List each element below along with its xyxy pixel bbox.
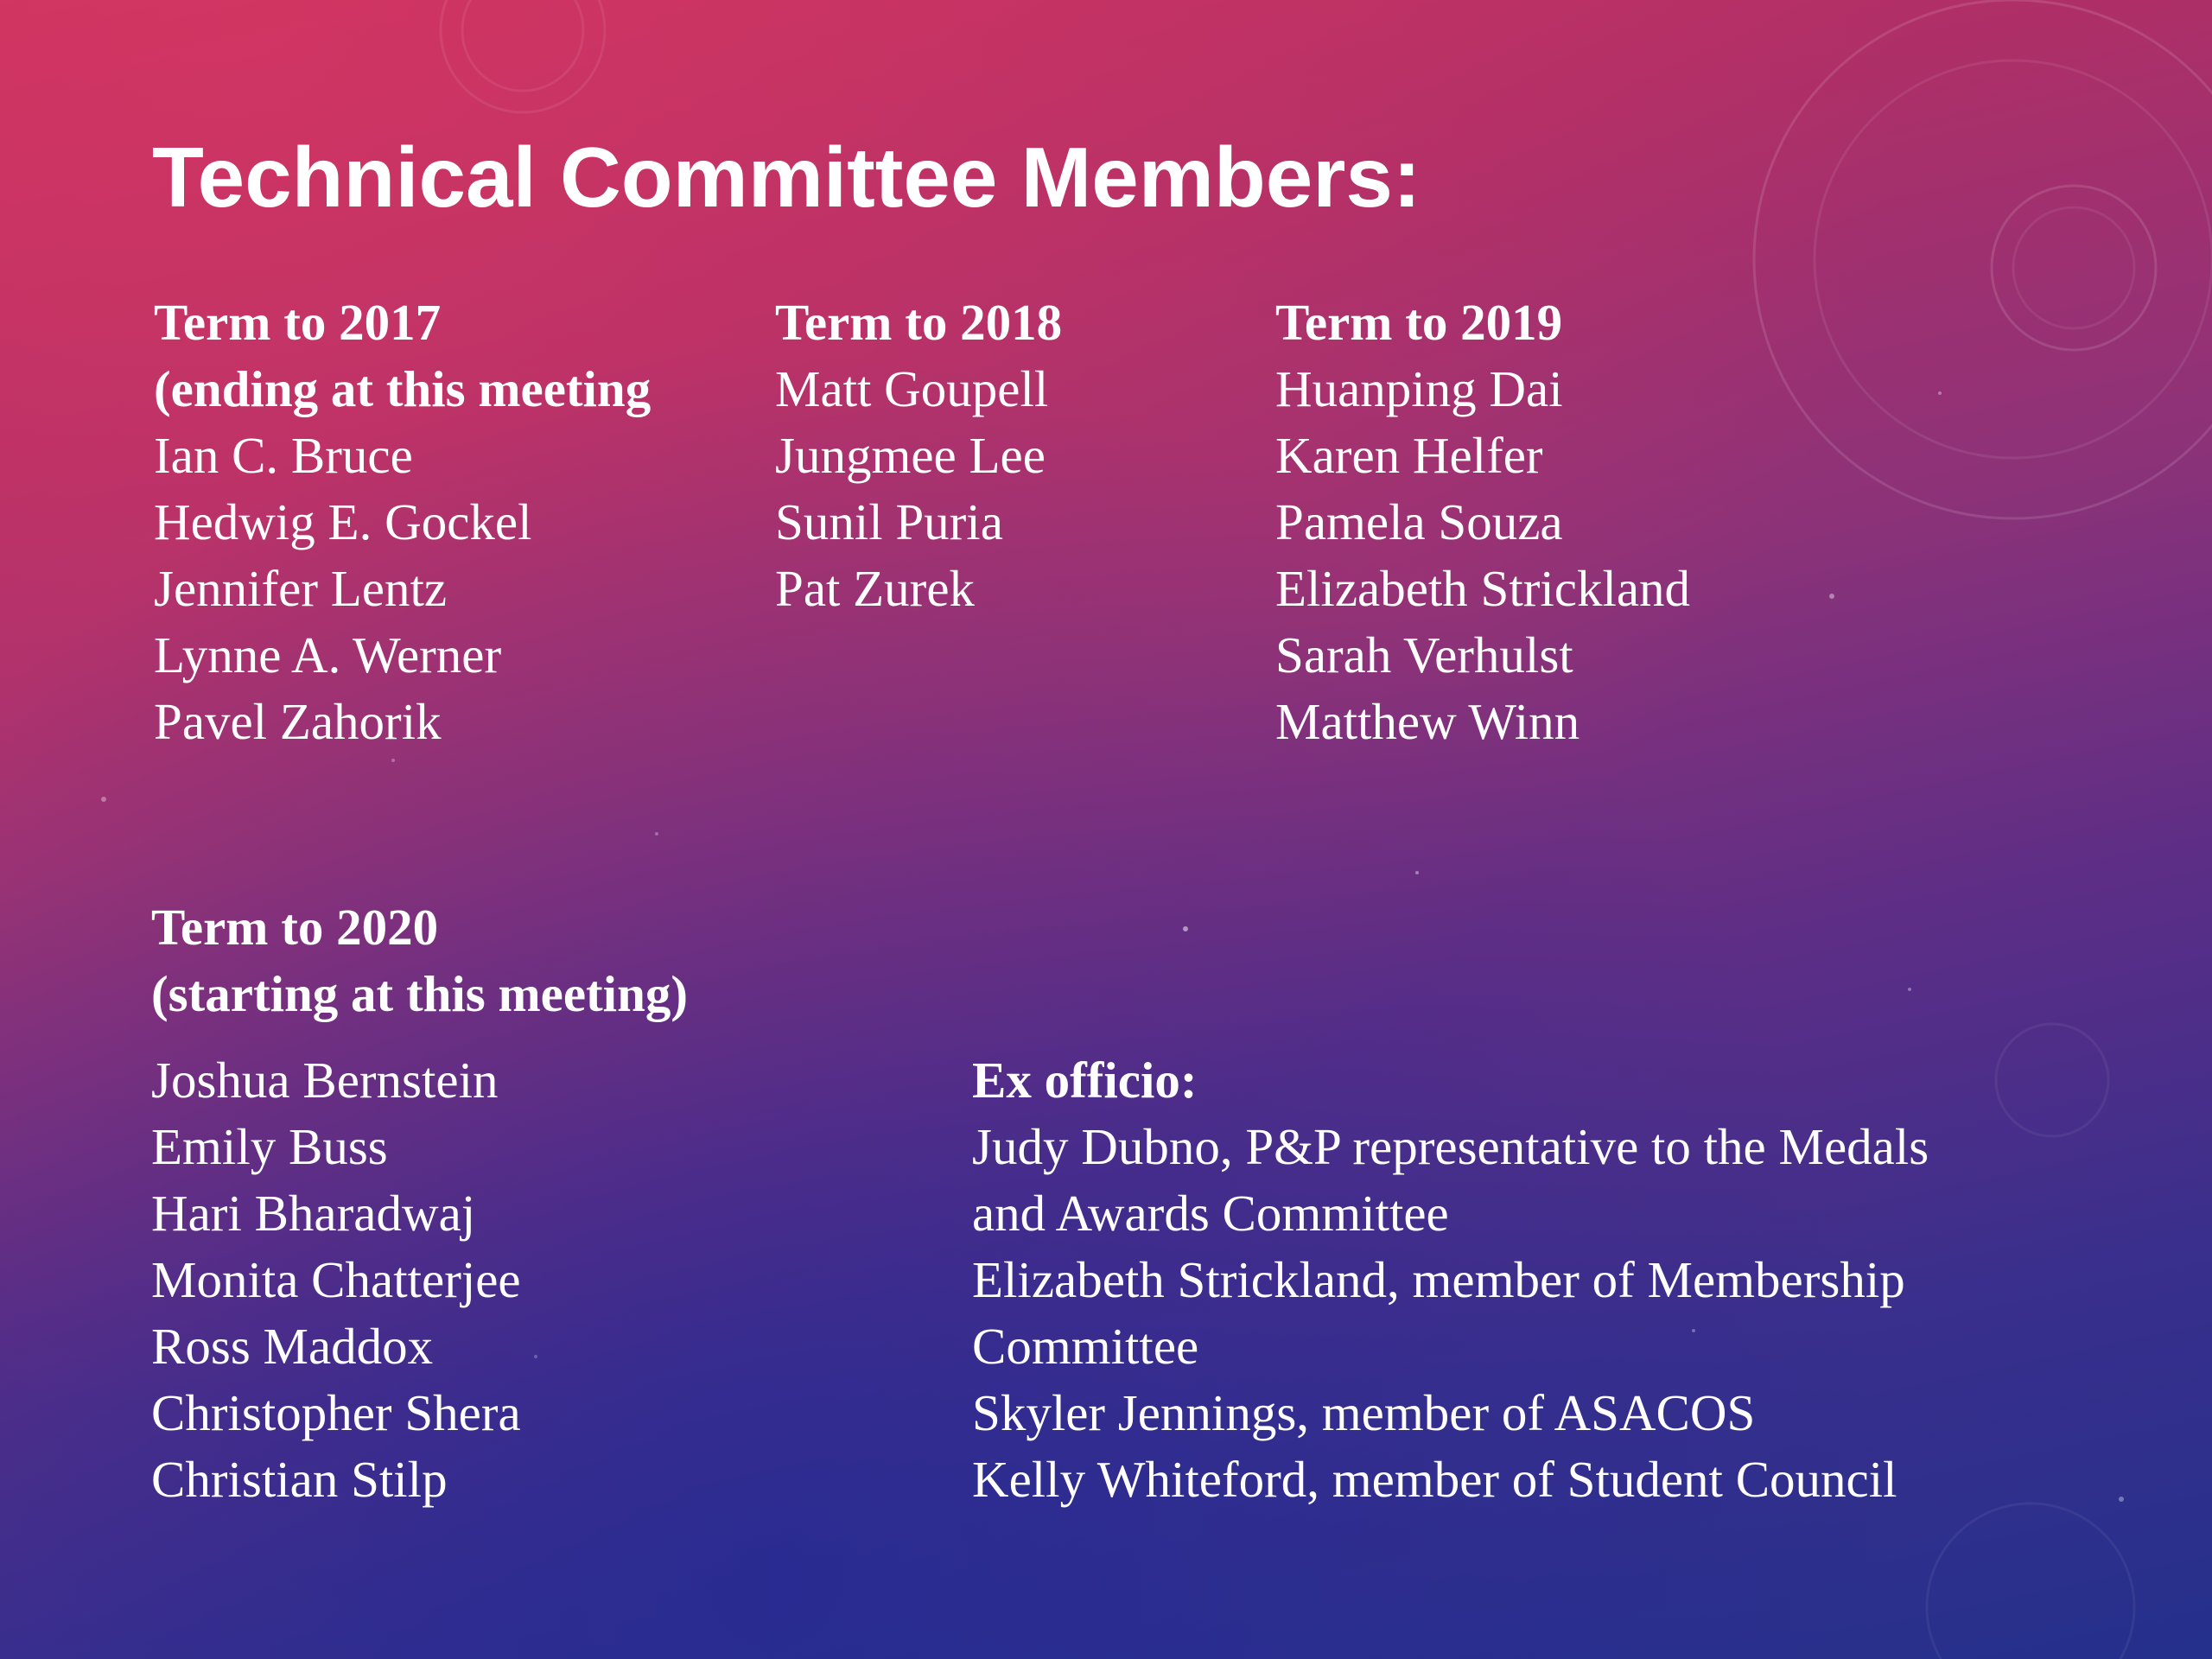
ex-officio-line: Skyler Jennings, member of ASACOS bbox=[972, 1384, 1756, 1441]
ex-officio-line: Kelly Whiteford, member of Student Council bbox=[972, 1451, 1897, 1508]
ex-officio-line: Committee bbox=[972, 1318, 1199, 1375]
term-2017-subheading: (ending at this meeting bbox=[154, 360, 652, 417]
term-2017-heading: Term to 2017 bbox=[154, 294, 442, 351]
ex-officio-heading: Ex officio: bbox=[972, 1052, 1198, 1109]
member-name: Hedwig E. Gockel bbox=[154, 493, 532, 550]
member-name: Christian Stilp bbox=[151, 1451, 448, 1508]
member-name: Christopher Shera bbox=[151, 1384, 521, 1441]
ex-officio-line: and Awards Committee bbox=[972, 1185, 1449, 1242]
member-name: Hari Bharadwaj bbox=[151, 1185, 476, 1242]
member-name: Pamela Souza bbox=[1275, 493, 1563, 550]
member-name: Pavel Zahorik bbox=[154, 693, 442, 750]
member-name: Ian C. Bruce bbox=[154, 427, 413, 484]
ex-officio-line: Judy Dubno, P&P representative to the Medals bbox=[972, 1118, 1929, 1175]
term-2020-subheading: (starting at this meeting) bbox=[151, 965, 689, 1022]
member-name: Jungmee Lee bbox=[775, 427, 1046, 484]
term-2018-column bbox=[775, 289, 1062, 622]
orbit-rings-top-right bbox=[1754, 0, 2212, 518]
term-2019-heading: Term to 2019 bbox=[1275, 294, 1563, 351]
term-2020-members bbox=[151, 1047, 521, 1513]
term-2017-column bbox=[154, 289, 651, 755]
ex-officio-line: Elizabeth Strickland, member of Membership bbox=[972, 1251, 1905, 1308]
member-name: Ross Maddox bbox=[151, 1318, 434, 1375]
term-2018-heading: Term to 2018 bbox=[775, 294, 1063, 351]
term-2019-column bbox=[1275, 289, 1690, 755]
member-name: Elizabeth Strickland bbox=[1275, 560, 1691, 617]
member-name: Matt Goupell bbox=[775, 360, 1049, 417]
orbit-rings-top-left bbox=[441, 0, 605, 112]
ex-officio-section bbox=[972, 1047, 1929, 1513]
member-name: Matthew Winn bbox=[1275, 693, 1580, 750]
member-name: Huanping Dai bbox=[1275, 360, 1563, 417]
member-name: Sunil Puria bbox=[775, 493, 1003, 550]
orbit-rings-bottom bbox=[1927, 1024, 2134, 1659]
member-name: Jennifer Lentz bbox=[154, 560, 448, 617]
member-name: Sarah Verhulst bbox=[1275, 626, 1573, 683]
member-name: Pat Zurek bbox=[775, 560, 976, 617]
member-name: Karen Helfer bbox=[1275, 427, 1543, 484]
member-name: Lynne A. Werner bbox=[154, 626, 502, 683]
member-name: Emily Buss bbox=[151, 1118, 388, 1175]
member-name: Joshua Bernstein bbox=[151, 1052, 499, 1109]
slide-title: Technical Committee Members: bbox=[152, 130, 1421, 225]
term-2020-heading: Term to 2020 bbox=[151, 899, 439, 956]
term-2020-header bbox=[151, 894, 688, 1027]
member-name: Monita Chatterjee bbox=[151, 1251, 521, 1308]
